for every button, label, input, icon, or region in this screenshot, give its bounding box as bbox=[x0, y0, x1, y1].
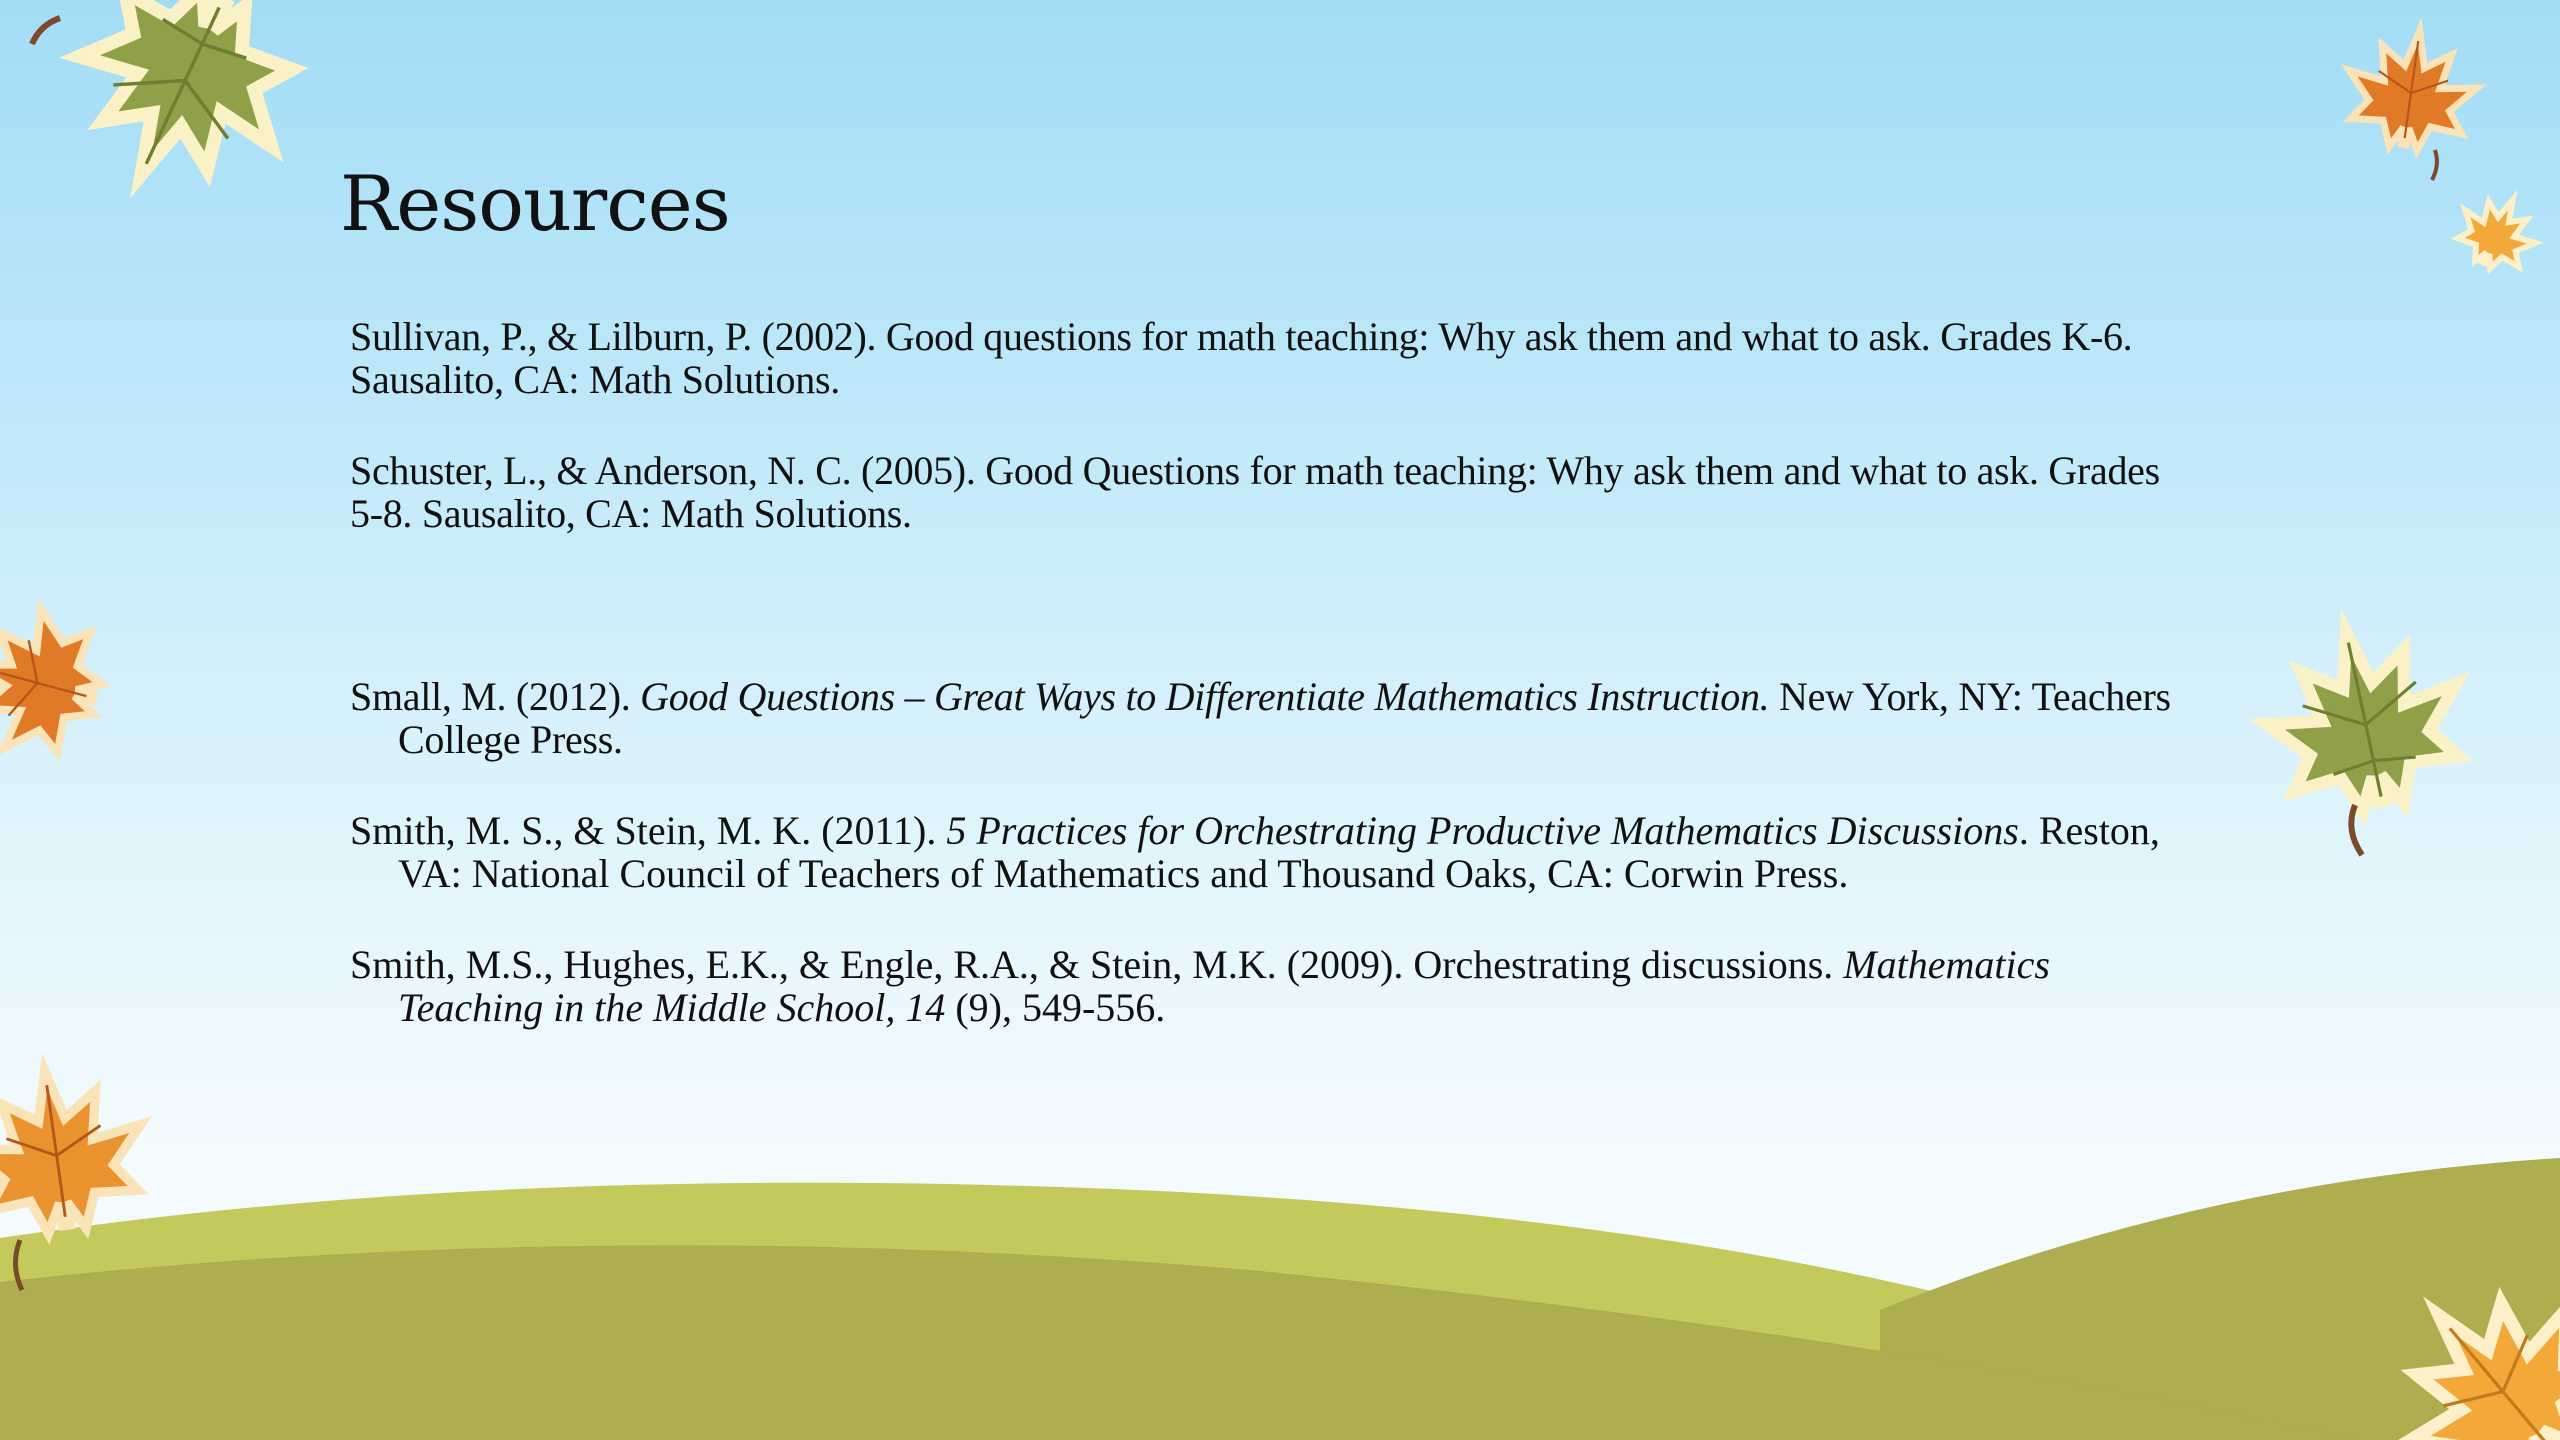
reference-journal: Mathematics Teaching in the Middle School, 14 bbox=[398, 942, 2050, 1030]
reference-authors: Smith, M.S., Hughes, E.K., & Engle, R.A., & Stein, M.K. (2009). Orchestrating discussions. bbox=[350, 942, 1844, 987]
reference-item bbox=[350, 943, 2190, 1029]
slide-title: Resources bbox=[340, 159, 730, 248]
reference-item bbox=[350, 809, 2190, 895]
reference-title: 5 Practices for Orchestrating Productive Mathematics Discussions bbox=[946, 808, 2019, 853]
reference-publisher: . Reston, VA: National Council of Teachers of Mathematics and Thousand Oaks, CA: Corwin Press. bbox=[398, 808, 2160, 896]
reference-item: Sullivan, P., & Lilburn, P. (2002). Good questions for math teaching: Why ask them and what to ask. Grades K-6. Sausalito, CA: Math Solutions. bbox=[350, 314, 2133, 402]
reference-authors: Smith, M. S., & Stein, M. K. (2011). bbox=[350, 808, 947, 853]
reference-pages: (9), 549-556. bbox=[945, 985, 1166, 1030]
reference-item bbox=[350, 675, 2190, 761]
reference-list bbox=[350, 315, 2190, 1029]
reference-item: Schuster, L., & Anderson, N. C. (2005). Good Questions for math teaching: Why ask them and what to ask. Grades 5-8. Sausalito, CA: Math Solutions. bbox=[350, 448, 2160, 536]
reference-authors: Small, M. (2012). bbox=[350, 674, 641, 719]
reference-publisher: New York, NY: Teachers College Press. bbox=[398, 674, 2171, 762]
reference-title: Good Questions – Great Ways to Differentiate Mathematics Instruction. bbox=[640, 674, 1770, 719]
